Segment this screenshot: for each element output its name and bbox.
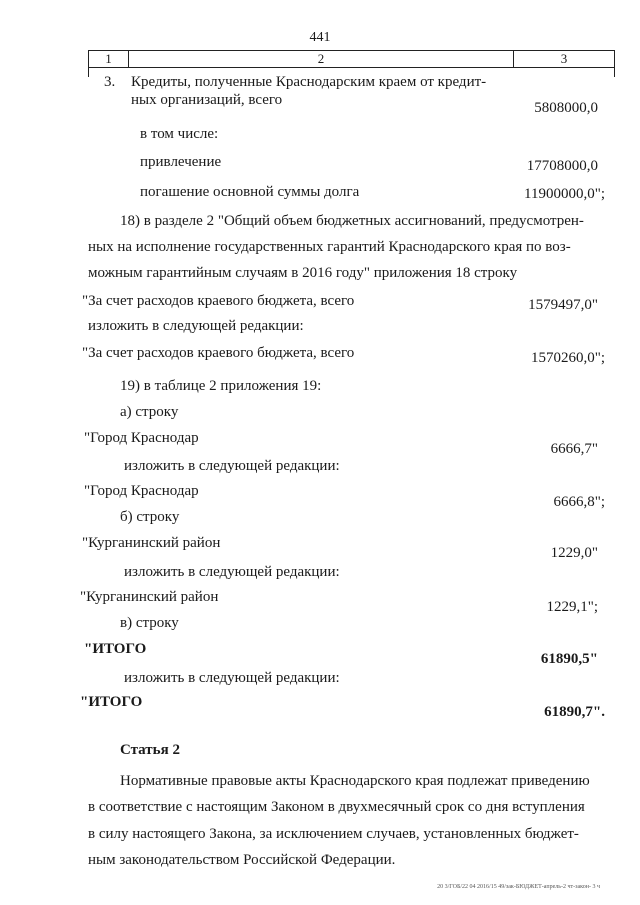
item18-line3: можным гарантийным случаям в 2016 году" приложения 18 строку <box>88 265 518 281</box>
table-border-right <box>614 67 615 77</box>
article2-line4: ным законодательством Российской Федерации. <box>88 852 396 868</box>
credits-text-line2: ных организаций, всего <box>131 92 283 108</box>
item19-a-old-amount: 6666,7" <box>550 441 598 457</box>
item18-new-label: "За счет расходов краевого бюджета, всего <box>82 345 355 361</box>
article2-heading: Статья 2 <box>120 742 180 758</box>
credits-text-line1: Кредиты, полученные Краснодарским краем от кредит- <box>131 74 487 90</box>
item19-a-old-name: "Город Краснодар <box>84 430 199 446</box>
page-number: 441 <box>309 30 331 45</box>
item19-b-replace: изложить в следующей редакции: <box>124 564 340 580</box>
repayment-amount: 11900000,0"; <box>524 186 605 202</box>
item18-old-amount: 1579497,0" <box>528 297 598 313</box>
header-col-1: 1 <box>89 51 129 67</box>
article2-line3: в силу настоящего Закона, за исключением случаев, установленных бюджет- <box>88 826 579 842</box>
attraction-label: привлечение <box>140 154 222 170</box>
in-that-number: в том числе: <box>140 126 219 142</box>
item19-c-old-name: "ИТОГО <box>84 641 147 657</box>
article2-line1: Нормативные правовые акты Краснодарского края подлежат приведению <box>120 773 590 789</box>
header-col-2: 2 <box>129 51 514 67</box>
item19-c-new-name: "ИТОГО <box>80 694 143 710</box>
item19-a-new-name: "Город Краснодар <box>84 483 199 499</box>
item19-c-old-amount: 61890,5" <box>540 651 598 667</box>
item19-a-new-amount: 6666,8"; <box>553 494 605 510</box>
item18-line2: ных на исполнение государственных гарантий Краснодарского края по воз- <box>88 239 571 255</box>
item18-old-label: "За счет расходов краевого бюджета, всего <box>82 293 355 309</box>
table-header <box>88 50 615 68</box>
item19-c-replace: изложить в следующей редакции: <box>124 670 340 686</box>
repayment-label: погашение основной суммы долга <box>140 184 360 200</box>
item19-intro: 19) в таблице 2 приложения 19: <box>120 378 322 394</box>
item19-c-label: в) строку <box>120 615 179 631</box>
credits-amount: 5808000,0 <box>534 100 598 116</box>
article2-line2: в соответствие с настоящим Законом в двухмесячный срок со дня вступления <box>88 799 585 815</box>
attraction-amount: 17708000,0 <box>526 158 598 174</box>
item18-new-amount: 1570260,0"; <box>530 350 605 366</box>
item19-b-old-name: "Курганинский район <box>82 535 221 551</box>
item19-c-new-amount: 61890,7". <box>544 704 605 720</box>
header-col-3: 3 <box>560 51 568 66</box>
table-border-left <box>88 67 89 77</box>
item19-a-label: а) строку <box>120 404 179 420</box>
item19-b-new-amount: 1229,1"; <box>546 599 598 615</box>
item19-b-new-name: "Курганинский район <box>80 589 219 605</box>
item19-b-old-amount: 1229,0" <box>550 545 598 561</box>
footer-print-stamp: 20 3/ГОБ/22 04 2016/15 49/зак-БЮДЖЕТ-апрель-2 чт-закон- 3 ч <box>437 884 600 890</box>
item19-a-replace: изложить в следующей редакции: <box>124 458 340 474</box>
item18-replace-text: изложить в следующей редакции: <box>88 318 304 334</box>
item19-b-label: б) строку <box>120 509 180 525</box>
item18-line1: 18) в разделе 2 "Общий объем бюджетных ассигнований, предусмотрен- <box>120 213 584 229</box>
credits-row-number: 3. <box>104 74 116 90</box>
